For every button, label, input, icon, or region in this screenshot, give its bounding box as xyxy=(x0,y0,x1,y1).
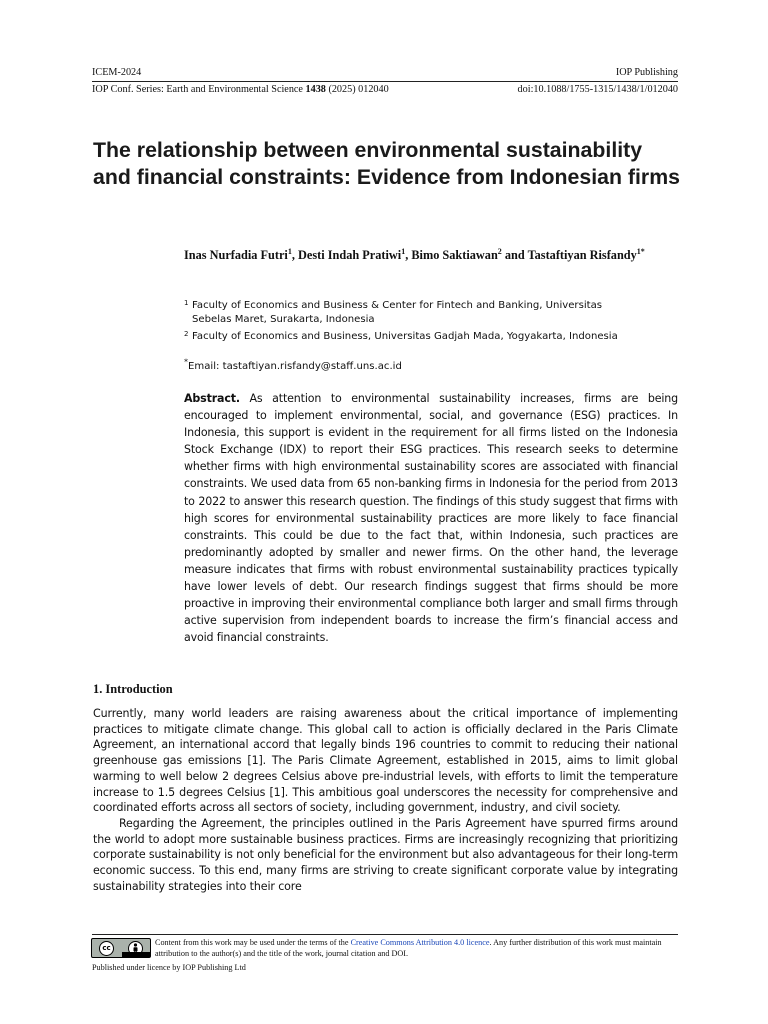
affiliation-line: Sebelas Maret, Surakarta, Indonesia xyxy=(192,314,375,325)
abstract-label: Abstract. xyxy=(184,392,240,405)
author-name: Bimo Saktiawan xyxy=(411,248,498,262)
license-link[interactable]: Creative Commons Attribution 4.0 licence xyxy=(350,938,490,947)
by-label-strip xyxy=(122,952,150,957)
author-name: Inas Nurfadia Futri xyxy=(184,248,288,262)
author-affil-mark: 2 xyxy=(497,246,502,256)
author-affil-mark: 1 xyxy=(287,246,292,256)
email-text: Email: tastaftiyan.risfandy@staff.uns.ac.id xyxy=(188,361,402,372)
conference-name: ICEM-2024 xyxy=(92,67,142,78)
email-mark: * xyxy=(184,357,188,367)
series-prefix: IOP Conf. Series: Earth and Environmental Science xyxy=(92,84,306,95)
author-conjunction: and xyxy=(501,248,528,262)
section-heading: 1. Introduction xyxy=(93,682,173,696)
affiliation-1 xyxy=(184,296,678,327)
year-article: (2025) 012040 xyxy=(325,84,389,95)
affiliation-number: 1 xyxy=(184,299,189,307)
paragraph: Currently, many world leaders are raising awareness about the critical importance of implementing practices to mitigate climate change. This global call to action is officially declared in the Paris Climate Agreement, an international accord that legally binds 196 countries to commit to reducing their national greenhouse gas emissions [1]. The Paris Climate Agreement, established in 2015, aims to limit global warming to well below 2 degrees Celsius above pre-industrial levels, with efforts to limit the temperature increase to 1.5 degrees Celsius [1]. This ambitious goal underscores the necessity for comprehensive and coordinated efforts across all sectors of society, including government, industry, and civil society. xyxy=(93,707,678,815)
paragraph: Regarding the Agreement, the principles outlined in the Paris Agreement have spurred firms around the world to adopt more sustainable business practices. Firms are increasingly recognizing that prioritizing corporate sustainability is not only beneficial for the environment but also advantageous for their long-term economic success. To this end, many firms are striving to create significant corporate value by integrating sustainability strategies into their core xyxy=(93,816,678,893)
running-header-top xyxy=(92,67,678,79)
paper-title: The relationship between environmental sustainability and financial constraints: Evidence from Indonesian firms xyxy=(93,138,680,189)
license-text: Content from this work may be used under the terms of the xyxy=(155,938,351,947)
cc-icon: cc xyxy=(99,941,114,956)
volume-number: 1438 xyxy=(305,84,326,95)
affiliation-line: Faculty of Economics and Business & Center for Fintech and Banking, Universitas xyxy=(192,300,603,311)
author-affil-mark: 1* xyxy=(636,246,645,256)
affiliation-number: 2 xyxy=(184,330,189,338)
license-notice xyxy=(155,937,680,959)
author-name: Tastaftiyan Risfandy xyxy=(527,248,637,262)
license-text: . Any further distribution of this work must maintain attribution to the author(s) and the title of the work, journal citation and DOI. xyxy=(155,938,662,958)
publisher-name: IOP Publishing xyxy=(615,67,678,78)
cc-by-license-icon xyxy=(91,938,151,958)
author-affil-mark: 1 xyxy=(401,246,406,256)
affiliation-2 xyxy=(184,327,678,344)
affiliation-line: Faculty of Economics and Business, Universitas Gadjah Mada, Yogyakarta, Indonesia xyxy=(192,331,618,342)
author-name: Desti Indah Pratiwi xyxy=(298,248,402,262)
abstract xyxy=(184,390,678,646)
footer-divider xyxy=(92,934,678,935)
corresponding-email xyxy=(184,357,678,374)
section-body xyxy=(93,706,678,894)
doi-text: doi:10.1088/1755-1315/1438/1/012040 xyxy=(517,84,678,95)
author-list: Inas Nurfadia Futri$^1$, Desti Indah Pratiwi$^1$, Bimo Saktiawan$^2$ and Tastaftiyan Risfandy$^{1*}$ xyxy=(184,246,645,262)
abstract-text: As attention to environmental sustainability increases, firms are being encouraged to implement environmental, social, and governance (ESG) practices. In Indonesia, this support is evident in the requirement for all firms listed on the Indonesia Stock Exchange (IDX) to report their ESG practices. This research seeks to determine whether firms with high environmental sustainability scores are associated with financial constraints. We used data from 65 non-banking firms in Indonesia for the period from 2013 to 2022 to answer this research question. The findings of this study suggest that firms with high scores for environmental sustainability practices are more likely to face financial constraints. This could be due to the fact that, within Indonesia, such practices are predominantly adopted by smaller and newer firms. On the other hand, the leverage measure indicates that firms with robust environmental sustainability practices typically have lower levels of debt. Our research findings suggest that firms should be more proactive in improving their environmental compliance both larger and small firms through active supervision from independent boards to increase the firm’s financial access and avoid financial constraints. xyxy=(184,392,678,645)
publisher-licence: Published under licence by IOP Publishing Ltd xyxy=(92,963,246,972)
header-divider xyxy=(92,81,678,82)
running-header-bottom xyxy=(92,84,678,96)
